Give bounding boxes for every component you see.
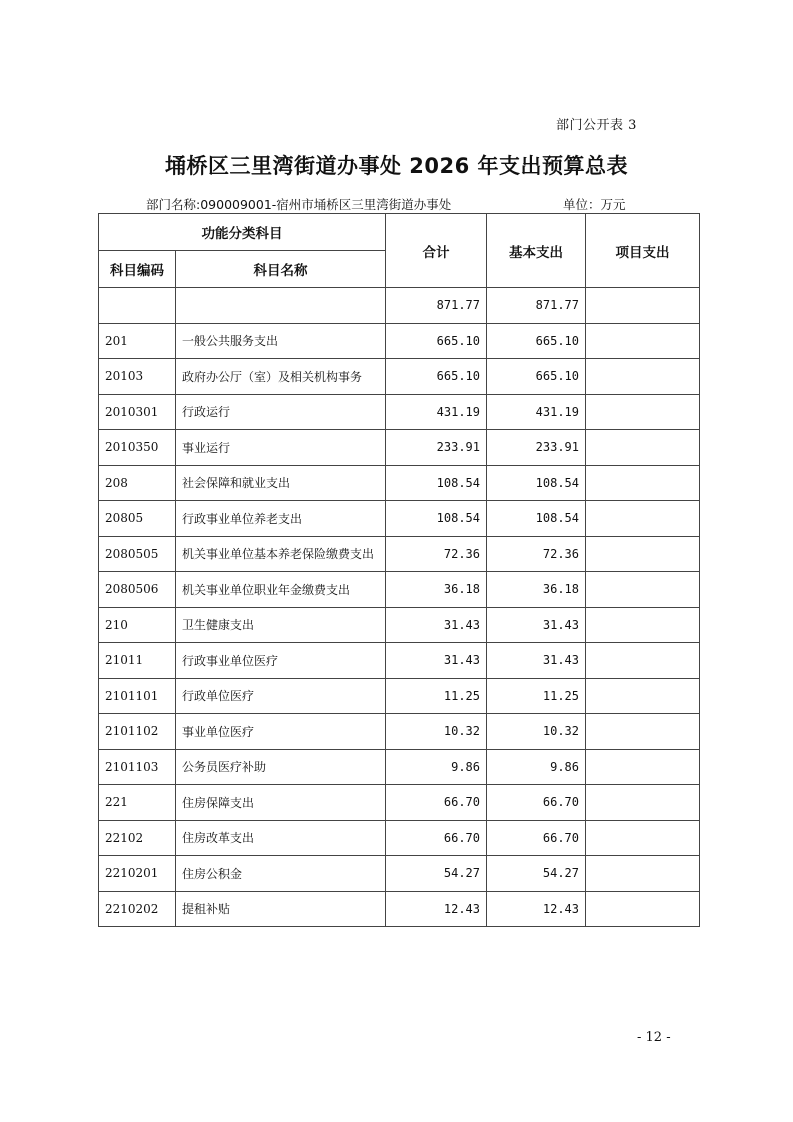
basic-expense-cell: 66.70 bbox=[487, 820, 586, 856]
subject-code-header: 科目编码 bbox=[99, 251, 176, 288]
basic-expense-cell: 72.36 bbox=[487, 536, 586, 572]
subject-name-cell: 住房保障支出 bbox=[176, 785, 386, 821]
project-expense-cell bbox=[586, 536, 700, 572]
subject-name-cell: 事业运行 bbox=[176, 430, 386, 466]
subject-code-cell: 20805 bbox=[99, 501, 176, 537]
subject-name-cell: 社会保障和就业支出 bbox=[176, 465, 386, 501]
form-number: 部门公开表 3 bbox=[556, 118, 637, 133]
total-cell: 66.70 bbox=[386, 785, 487, 821]
subject-name-cell: 政府办公厅（室）及相关机构事务 bbox=[176, 359, 386, 395]
table-row bbox=[99, 678, 700, 714]
project-expense-cell bbox=[586, 359, 700, 395]
total-cell: 36.18 bbox=[386, 572, 487, 608]
table-row bbox=[99, 323, 700, 359]
subject-code-cell: 2010350 bbox=[99, 430, 176, 466]
total-cell: 431.19 bbox=[386, 394, 487, 430]
basic-expense-cell: 108.54 bbox=[487, 501, 586, 537]
table-row bbox=[99, 572, 700, 608]
table-row bbox=[99, 820, 700, 856]
table-row bbox=[99, 536, 700, 572]
project-expense-cell bbox=[586, 430, 700, 466]
basic-expense-cell: 36.18 bbox=[487, 572, 586, 608]
subject-code-cell: 2080506 bbox=[99, 572, 176, 608]
table-row bbox=[99, 856, 700, 892]
project-expense-cell bbox=[586, 394, 700, 430]
table-row bbox=[99, 785, 700, 821]
budget-table bbox=[98, 213, 700, 927]
table-row bbox=[99, 501, 700, 537]
subject-name-header: 科目名称 bbox=[176, 251, 386, 288]
table-row bbox=[99, 749, 700, 785]
page-number: - 12 - bbox=[637, 1030, 671, 1045]
total-cell: 72.36 bbox=[386, 536, 487, 572]
project-expense-cell bbox=[586, 891, 700, 927]
total-cell: 108.54 bbox=[386, 465, 487, 501]
table-row bbox=[99, 643, 700, 679]
basic-expense-cell: 108.54 bbox=[487, 465, 586, 501]
table-row bbox=[99, 465, 700, 501]
basic-expense-cell: 233.91 bbox=[487, 430, 586, 466]
total-cell: 54.27 bbox=[386, 856, 487, 892]
department-name: 部门名称:090009001-宿州市埇桥区三里湾街道办事处 bbox=[146, 197, 452, 212]
subject-code-cell bbox=[99, 288, 176, 324]
functional-category-header: 功能分类科目 bbox=[99, 214, 386, 251]
subject-code-cell: 208 bbox=[99, 465, 176, 501]
project-expense-cell bbox=[586, 323, 700, 359]
total-cell: 11.25 bbox=[386, 678, 487, 714]
subject-code-cell: 22102 bbox=[99, 820, 176, 856]
basic-expense-cell: 871.77 bbox=[487, 288, 586, 324]
subject-name-cell: 行政运行 bbox=[176, 394, 386, 430]
total-cell: 665.10 bbox=[386, 359, 487, 395]
table-body bbox=[99, 288, 700, 927]
basic-expense-cell: 31.43 bbox=[487, 643, 586, 679]
basic-expense-cell: 12.43 bbox=[487, 891, 586, 927]
subject-code-cell: 210 bbox=[99, 607, 176, 643]
subject-name-cell: 行政单位医疗 bbox=[176, 678, 386, 714]
project-expense-cell bbox=[586, 465, 700, 501]
project-expense-cell bbox=[586, 501, 700, 537]
subject-code-cell: 201 bbox=[99, 323, 176, 359]
subject-name-cell: 卫生健康支出 bbox=[176, 607, 386, 643]
total-cell: 12.43 bbox=[386, 891, 487, 927]
basic-expense-cell: 11.25 bbox=[487, 678, 586, 714]
project-expense-cell bbox=[586, 288, 700, 324]
total-cell: 10.32 bbox=[386, 714, 487, 750]
subject-code-cell: 2210202 bbox=[99, 891, 176, 927]
total-cell: 31.43 bbox=[386, 643, 487, 679]
subject-name-cell: 住房改革支出 bbox=[176, 820, 386, 856]
total-cell: 66.70 bbox=[386, 820, 487, 856]
basic-expense-cell: 54.27 bbox=[487, 856, 586, 892]
subject-name-cell: 行政事业单位医疗 bbox=[176, 643, 386, 679]
subject-name-cell: 提租补贴 bbox=[176, 891, 386, 927]
page-title: 埇桥区三里湾街道办事处 2026 年支出预算总表 bbox=[164, 154, 629, 178]
table-row bbox=[99, 607, 700, 643]
project-expense-cell bbox=[586, 820, 700, 856]
project-expense-cell bbox=[586, 749, 700, 785]
subject-name-cell: 一般公共服务支出 bbox=[176, 323, 386, 359]
project-expense-cell bbox=[586, 785, 700, 821]
total-cell: 31.43 bbox=[386, 607, 487, 643]
table-row bbox=[99, 394, 700, 430]
subject-code-cell: 20103 bbox=[99, 359, 176, 395]
subject-code-cell: 2210201 bbox=[99, 856, 176, 892]
basic-expense-cell: 66.70 bbox=[487, 785, 586, 821]
project-expense-cell bbox=[586, 714, 700, 750]
project-expense-cell bbox=[586, 856, 700, 892]
total-header: 合计 bbox=[386, 214, 487, 288]
unit-label: 单位：万元 bbox=[563, 197, 626, 212]
subject-name-cell: 公务员医疗补助 bbox=[176, 749, 386, 785]
subject-code-cell: 2010301 bbox=[99, 394, 176, 430]
table-row bbox=[99, 714, 700, 750]
subject-name-cell bbox=[176, 288, 386, 324]
subject-name-cell: 机关事业单位职业年金缴费支出 bbox=[176, 572, 386, 608]
basic-expense-cell: 665.10 bbox=[487, 323, 586, 359]
total-cell: 871.77 bbox=[386, 288, 487, 324]
project-expense-cell bbox=[586, 678, 700, 714]
project-expense-cell bbox=[586, 643, 700, 679]
subject-name-cell: 住房公积金 bbox=[176, 856, 386, 892]
subject-code-cell: 2101103 bbox=[99, 749, 176, 785]
table-row bbox=[99, 891, 700, 927]
project-expense-cell bbox=[586, 607, 700, 643]
subject-code-cell: 221 bbox=[99, 785, 176, 821]
subject-code-cell: 2101101 bbox=[99, 678, 176, 714]
total-cell: 665.10 bbox=[386, 323, 487, 359]
subject-name-cell: 行政事业单位养老支出 bbox=[176, 501, 386, 537]
total-cell: 233.91 bbox=[386, 430, 487, 466]
subject-code-cell: 2101102 bbox=[99, 714, 176, 750]
basic-expense-cell: 9.86 bbox=[487, 749, 586, 785]
basic-expense-cell: 665.10 bbox=[487, 359, 586, 395]
subject-code-cell: 2080505 bbox=[99, 536, 176, 572]
basic-expense-cell: 10.32 bbox=[487, 714, 586, 750]
basic-expense-cell: 431.19 bbox=[487, 394, 586, 430]
basic-expense-header: 基本支出 bbox=[487, 214, 586, 288]
project-expense-header: 项目支出 bbox=[586, 214, 700, 288]
basic-expense-cell: 31.43 bbox=[487, 607, 586, 643]
table-row bbox=[99, 430, 700, 466]
subject-code-cell: 21011 bbox=[99, 643, 176, 679]
table-row bbox=[99, 359, 700, 395]
total-cell: 9.86 bbox=[386, 749, 487, 785]
subject-name-cell: 机关事业单位基本养老保险缴费支出 bbox=[176, 536, 386, 572]
subject-name-cell: 事业单位医疗 bbox=[176, 714, 386, 750]
project-expense-cell bbox=[586, 572, 700, 608]
table-row bbox=[99, 288, 700, 324]
total-cell: 108.54 bbox=[386, 501, 487, 537]
